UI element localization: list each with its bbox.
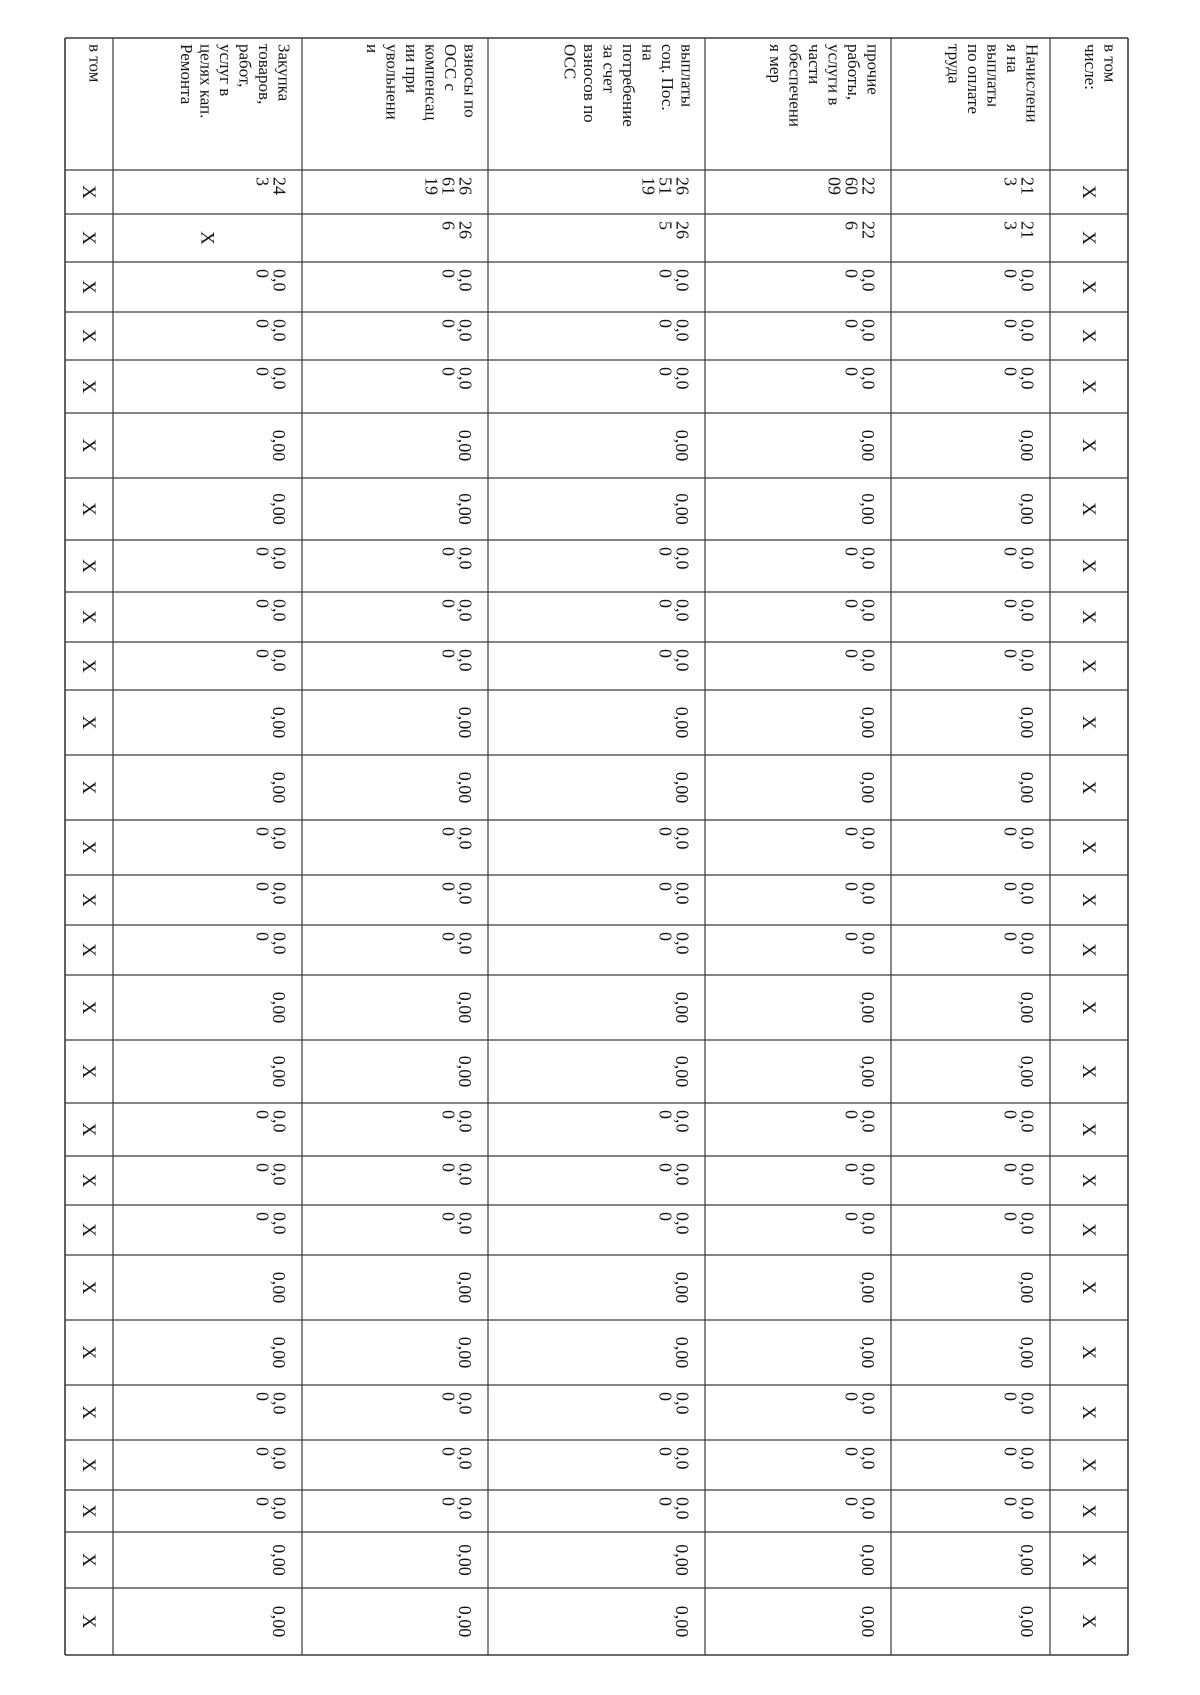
value-cell: 0,00 xyxy=(858,493,878,525)
value-cell: 0,00 xyxy=(252,882,290,905)
cross-mark-cell: X xyxy=(78,840,100,855)
value-cell: 0,00 xyxy=(841,1110,879,1133)
value-cell: 0,00 xyxy=(1017,429,1037,462)
value-cell: 266119 xyxy=(421,177,476,195)
value-cell: 0,00 xyxy=(858,1605,878,1638)
value-cell: 0,00 xyxy=(455,991,475,1024)
value-cell: 0,00 xyxy=(841,367,879,390)
value-cell: 0,00 xyxy=(455,1605,475,1638)
cross-mark-cell: X xyxy=(1078,1345,1100,1360)
cross-mark-cell: X xyxy=(1078,280,1100,294)
value-cell: 0,00 xyxy=(858,429,878,462)
cross-mark-cell: X xyxy=(78,280,100,294)
value-cell: 0,00 xyxy=(672,429,692,462)
value-cell: 0,00 xyxy=(438,882,476,905)
value-cell: 0,00 xyxy=(655,1497,693,1520)
value-cell: 0,00 xyxy=(858,771,878,804)
cross-mark-cell: X xyxy=(78,1405,100,1420)
value-cell: 0,00 xyxy=(1000,1110,1038,1133)
value-cell: 266 xyxy=(438,221,476,239)
value-cell: 0,00 xyxy=(438,649,476,672)
value-cell: 0,00 xyxy=(1000,1497,1038,1520)
value-cell: 0,00 xyxy=(269,1544,289,1576)
value-cell: 0,00 xyxy=(655,827,693,850)
value-cell: 0,00 xyxy=(1000,1163,1038,1186)
value-cell: 0,00 xyxy=(252,649,290,672)
value-cell: 0,00 xyxy=(438,1163,476,1186)
cross-mark-cell: X xyxy=(78,780,100,795)
value-cell: 0,00 xyxy=(252,319,290,342)
value-cell: 0,00 xyxy=(841,1497,879,1520)
value-cell: 0,00 xyxy=(455,429,475,462)
cross-mark-cell: X xyxy=(78,559,100,573)
cross-mark-cell: X xyxy=(1078,610,1100,624)
value-cell: 0,00 xyxy=(1000,367,1038,390)
value-cell: 0,00 xyxy=(1017,1055,1037,1088)
value-cell: 0,00 xyxy=(252,1447,290,1470)
value-cell: 0,00 xyxy=(438,1212,476,1235)
value-cell: 0,00 xyxy=(672,771,692,804)
value-cell: 0,00 xyxy=(858,1336,878,1369)
header-cell: взносы поОСС скомпенсации приувольнении xyxy=(363,44,480,121)
value-cell: 0,00 xyxy=(672,706,692,739)
header-cell: Начисления навыплатыпо оплатетруда xyxy=(944,44,1042,123)
value-cell: 0,00 xyxy=(655,1163,693,1186)
value-cell: 0,00 xyxy=(858,1055,878,1088)
value-cell: 0,00 xyxy=(438,269,476,292)
value-cell: 0,00 xyxy=(1000,827,1038,850)
cross-mark-cell: X xyxy=(78,502,100,516)
value-cell: 0,00 xyxy=(455,706,475,739)
value-cell: 0,00 xyxy=(841,882,879,905)
value-cell: 0,00 xyxy=(858,1271,878,1304)
value-cell: 0,00 xyxy=(655,1392,693,1415)
cross-mark-cell: X xyxy=(1078,231,1100,245)
value-cell: 0,00 xyxy=(269,1271,289,1304)
value-cell: 0,00 xyxy=(655,1212,693,1235)
cross-mark-cell: X xyxy=(78,185,100,199)
value-cell: 0,00 xyxy=(841,1392,879,1415)
value-cell: 0,00 xyxy=(1017,991,1037,1024)
value-cell: 0,00 xyxy=(672,493,692,525)
value-cell: 0,00 xyxy=(858,706,878,739)
value-cell: 0,00 xyxy=(1000,547,1038,570)
value-cell: 0,00 xyxy=(655,882,693,905)
value-cell: 0,00 xyxy=(1000,1212,1038,1235)
value-cell: 0,00 xyxy=(269,771,289,804)
value-cell: 0,00 xyxy=(455,771,475,804)
value-cell: 0,00 xyxy=(438,932,476,955)
cross-mark-cell: X xyxy=(78,610,100,624)
value-cell: 0,00 xyxy=(841,932,879,955)
value-cell: 0,00 xyxy=(438,1447,476,1470)
value-cell: 0,00 xyxy=(455,1336,475,1369)
value-cell: 0,00 xyxy=(438,599,476,622)
value-cell: 0,00 xyxy=(672,1271,692,1304)
value-cell: 0,00 xyxy=(438,367,476,390)
value-cell: 0,00 xyxy=(1017,1544,1037,1576)
value-cell: 0,00 xyxy=(1000,269,1038,292)
header-cell: в томчисле: xyxy=(1081,44,1120,90)
value-cell: 0,00 xyxy=(672,1055,692,1088)
cross-mark-cell: X xyxy=(1078,715,1100,730)
value-cell: 0,00 xyxy=(1000,319,1038,342)
cross-mark-cell: X xyxy=(1078,659,1100,673)
value-cell: 0,00 xyxy=(438,547,476,570)
value-cell: 0,00 xyxy=(438,319,476,342)
cross-mark-cell: X xyxy=(78,659,100,673)
value-cell: 0,00 xyxy=(252,1163,290,1186)
cross-mark-cell: X xyxy=(78,1504,100,1518)
value-cell: 0,00 xyxy=(252,1392,290,1415)
value-cell: 0,00 xyxy=(1017,1271,1037,1304)
value-cell: 0,00 xyxy=(1017,1336,1037,1369)
value-cell: 0,00 xyxy=(455,1271,475,1304)
value-cell: 0,00 xyxy=(438,1110,476,1133)
value-cell: 0,00 xyxy=(1000,1447,1038,1470)
value-cell: 0,00 xyxy=(858,1544,878,1576)
value-cell: 0,00 xyxy=(455,1055,475,1088)
value-cell: 0,00 xyxy=(269,1055,289,1088)
header-cell: выплатысоц. Пос.напотребениеза счетвзносов поОСС xyxy=(560,44,697,127)
value-cell: 0,00 xyxy=(1017,706,1037,739)
cross-mark-cell: X xyxy=(78,1614,100,1629)
value-cell: 0,00 xyxy=(655,649,693,672)
value-cell: 0,00 xyxy=(252,599,290,622)
cross-mark-cell: X xyxy=(78,1064,100,1079)
cross-mark-cell: X xyxy=(78,231,100,245)
value-cell: 0,00 xyxy=(841,599,879,622)
value-cell: 0,00 xyxy=(841,1212,879,1235)
value-cell: 0,00 xyxy=(252,1110,290,1133)
cross-mark-cell: X xyxy=(78,1223,100,1237)
cross-mark-cell: X xyxy=(1078,1280,1100,1295)
value-cell: 0,00 xyxy=(1000,1392,1038,1415)
value-cell: 243 xyxy=(252,177,290,195)
value-cell: 0,00 xyxy=(438,1392,476,1415)
value-cell: 0,00 xyxy=(269,1605,289,1638)
value-cell: 0,00 xyxy=(252,932,290,955)
value-cell: 0,00 xyxy=(269,493,289,525)
value-cell: 0,00 xyxy=(841,319,879,342)
cross-mark-cell: X xyxy=(1078,1122,1100,1137)
cross-mark-cell: X xyxy=(1078,329,1100,343)
cross-mark-cell: X xyxy=(1078,1405,1100,1420)
cross-mark-cell: X xyxy=(197,231,218,245)
value-cell: 0,00 xyxy=(252,367,290,390)
cross-mark-cell: X xyxy=(78,1553,100,1567)
cross-mark-cell: X xyxy=(1078,379,1100,394)
value-cell: 0,00 xyxy=(655,1110,693,1133)
value-cell: 213 xyxy=(1000,221,1038,239)
cross-mark-cell: X xyxy=(1078,1553,1100,1567)
value-cell: 265119 xyxy=(638,177,693,195)
header-cell: прочиеработы,услуги вчастиобеспечения мер xyxy=(766,44,883,127)
cross-mark-cell: X xyxy=(1078,1504,1100,1518)
value-cell: 0,00 xyxy=(655,547,693,570)
cross-mark-cell: X xyxy=(1078,502,1100,516)
cross-mark-cell: X xyxy=(78,1122,100,1137)
value-cell: 0,00 xyxy=(252,1497,290,1520)
value-cell: 0,00 xyxy=(252,1212,290,1235)
value-cell: 0,00 xyxy=(438,827,476,850)
value-cell: 0,00 xyxy=(841,649,879,672)
value-cell: 0,00 xyxy=(455,493,475,525)
value-cell: 0,00 xyxy=(1000,882,1038,905)
value-cell: 0,00 xyxy=(655,319,693,342)
value-cell: 0,00 xyxy=(841,1447,879,1470)
value-cell: 265 xyxy=(655,221,693,239)
value-cell: 0,00 xyxy=(841,827,879,850)
cross-mark-cell: X xyxy=(1078,1458,1100,1472)
cross-mark-cell: X xyxy=(78,329,100,343)
value-cell: 226 xyxy=(841,221,879,239)
value-cell: 0,00 xyxy=(252,269,290,292)
cross-mark-cell: X xyxy=(1078,1064,1100,1079)
value-cell: 0,00 xyxy=(841,1163,879,1186)
cross-mark-cell: X xyxy=(78,379,100,394)
value-cell: 0,00 xyxy=(1017,493,1037,525)
cross-mark-cell: X xyxy=(1078,893,1100,907)
value-cell: 226009 xyxy=(824,177,879,195)
value-cell: 0,00 xyxy=(655,269,693,292)
cross-mark-cell: X xyxy=(1078,1000,1100,1015)
value-cell: 0,00 xyxy=(841,269,879,292)
cross-mark-cell: X xyxy=(78,943,100,957)
value-cell: 0,00 xyxy=(269,991,289,1024)
cross-mark-cell: X xyxy=(1078,943,1100,957)
value-cell: 0,00 xyxy=(252,547,290,570)
value-cell: 0,00 xyxy=(1017,771,1037,804)
cross-mark-cell: X xyxy=(1078,1614,1100,1629)
value-cell: 0,00 xyxy=(252,827,290,850)
value-cell: 0,00 xyxy=(672,1336,692,1369)
value-cell: 0,00 xyxy=(655,932,693,955)
cross-mark-cell: X xyxy=(1078,780,1100,795)
cross-mark-cell: X xyxy=(78,438,100,453)
value-cell: 0,00 xyxy=(655,367,693,390)
value-cell: 0,00 xyxy=(672,1605,692,1638)
header-cell: Закупкатоваров,работ,услуг вцелях кап.Ремонта xyxy=(177,44,294,119)
value-cell: 0,00 xyxy=(438,1497,476,1520)
cross-mark-cell: X xyxy=(78,715,100,730)
cross-mark-cell: X xyxy=(1078,559,1100,573)
cross-mark-cell: X xyxy=(1078,1173,1100,1188)
value-cell: 0,00 xyxy=(655,599,693,622)
cross-mark-cell: X xyxy=(78,893,100,907)
cross-mark-cell: X xyxy=(78,1280,100,1295)
value-cell: 0,00 xyxy=(1000,599,1038,622)
cross-mark-cell: X xyxy=(1078,1223,1100,1237)
cross-mark-cell: X xyxy=(78,1173,100,1188)
value-cell: 0,00 xyxy=(1017,1605,1037,1638)
cross-mark-cell: X xyxy=(1078,438,1100,453)
value-cell: 0,00 xyxy=(672,1544,692,1576)
value-cell: 0,00 xyxy=(672,991,692,1024)
cross-mark-cell: X xyxy=(78,1345,100,1360)
value-cell: 0,00 xyxy=(1000,649,1038,672)
value-cell: 0,00 xyxy=(841,547,879,570)
value-cell: 0,00 xyxy=(858,991,878,1024)
value-cell: 0,00 xyxy=(269,706,289,739)
value-cell: 0,00 xyxy=(455,1544,475,1576)
header-cell: в том xyxy=(85,44,105,83)
value-cell: 0,00 xyxy=(655,1447,693,1470)
cross-mark-cell: X xyxy=(1078,840,1100,855)
value-cell: 0,00 xyxy=(269,1336,289,1369)
value-cell: 0,00 xyxy=(1000,932,1038,955)
cross-mark-cell: X xyxy=(1078,185,1100,199)
cross-mark-cell: X xyxy=(78,1458,100,1472)
value-cell: 0,00 xyxy=(269,429,289,462)
cross-mark-cell: X xyxy=(78,1000,100,1015)
value-cell: 213 xyxy=(1000,177,1038,195)
